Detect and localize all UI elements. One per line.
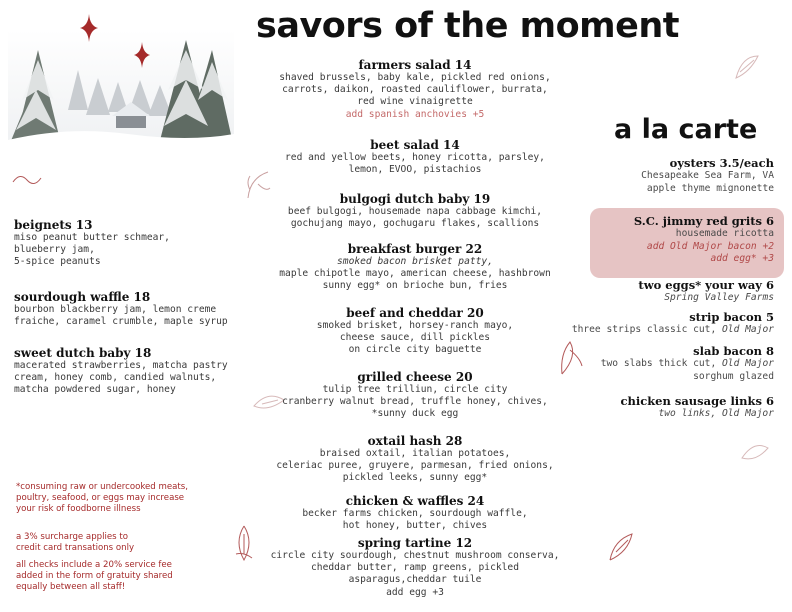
item-desc: asparagus,cheddar tuile — [348, 574, 482, 586]
winter-scene-image — [8, 30, 234, 152]
item-desc: circle city sourdough, chestnut mushroom conserva, — [270, 550, 560, 561]
menu-item-bulgogi-dutch-baby — [258, 192, 572, 230]
menu-item-farmers-salad — [258, 58, 572, 121]
menu-item-two-eggs — [638, 278, 774, 305]
item-desc: tulip tree trilliun, circle city — [322, 384, 508, 395]
snowy-forest-illustration — [8, 30, 234, 152]
item-desc: cheddar butter, ramp greens, pickled — [311, 562, 519, 574]
note-line: a 3% surcharge applies to — [16, 532, 128, 542]
item-desc: carrots, daikon, roasted cauliflower, burrata, — [282, 84, 548, 96]
item-name: slab bacon 8 — [693, 344, 774, 358]
item-desc: smoked brisket, horsey-ranch mayo, — [316, 320, 514, 331]
item-desc-source: Old Major — [722, 324, 774, 335]
item-desc: cranberry walnut bread, truffle honey, chives, — [282, 396, 548, 408]
item-name: strip bacon 5 — [689, 310, 774, 324]
item-desc: two links, Old Major — [658, 408, 774, 419]
surcharge-note — [16, 532, 246, 554]
item-name: breakfast burger 22 — [347, 242, 483, 256]
menu-title: savors of the moment — [256, 6, 679, 46]
menu-item-breakfast-burger — [258, 242, 572, 293]
leaf-icon — [740, 440, 770, 462]
note-line: poultry, seafood, or eggs may increase — [16, 493, 185, 503]
item-addon: add egg* +3 — [710, 253, 774, 264]
leaf-icon — [732, 52, 762, 82]
item-desc: apple thyme mignonette — [646, 182, 774, 194]
item-name: oysters 3.5/each — [669, 156, 774, 170]
item-desc: celeriac puree, gruyere, parmesan, fried onions, — [276, 460, 554, 472]
item-desc: cream, honey comb, candied walnuts, — [14, 372, 217, 384]
item-name: oxtail hash 28 — [367, 434, 463, 448]
item-desc: bourbon blackberry jam, lemon creme — [14, 304, 217, 315]
item-desc — [572, 324, 774, 337]
item-desc: macerated strawberries, matcha pastry — [14, 360, 228, 371]
item-desc-source: Old Major — [722, 358, 774, 369]
item-name: grilled cheese 20 — [357, 370, 473, 384]
item-name: S.C. jimmy red grits 6 — [633, 214, 774, 228]
item-name: spring tartine 12 — [357, 536, 473, 550]
item-name: chicken sausage links 6 — [620, 394, 774, 408]
menu-item-beet-salad — [258, 138, 572, 176]
service-fee-note — [16, 560, 246, 593]
menu-item-spring-tartine — [258, 536, 572, 599]
item-desc: add egg +3 — [386, 586, 444, 598]
item-desc: pickled leeks, sunny egg* — [342, 472, 488, 484]
item-name: farmers salad 14 — [358, 58, 472, 72]
section-heading-a-la-carte: a la carte — [614, 114, 758, 145]
item-desc: sorghum glazed — [693, 370, 774, 382]
menu-item-oxtail-hash — [258, 434, 572, 485]
item-desc: matcha powdered sugar, honey — [14, 384, 176, 396]
note-line: *consuming raw or undercooked meats, — [16, 482, 188, 492]
menu-item-beignets — [14, 218, 254, 269]
item-desc: sunny egg* on brioche bun, fries — [322, 280, 508, 292]
menu-item-grilled-cheese — [258, 370, 572, 421]
item-desc: blueberry jam, — [14, 244, 95, 256]
item-name: beet salad 14 — [370, 138, 460, 152]
item-desc — [601, 358, 774, 371]
sparkle-icon — [134, 42, 150, 68]
item-desc: hot honey, butter, chives — [342, 520, 488, 532]
item-desc: Chesapeake Sea Farm, VA — [641, 170, 774, 181]
item-desc: cheese sauce, dill pickles — [339, 332, 491, 344]
menu-item-beef-and-cheddar — [258, 306, 572, 357]
item-desc: lemon, EVOO, pistachios — [348, 164, 482, 176]
item-desc-text: two slabs thick cut, — [600, 358, 723, 369]
menu-item-chicken-and-waffles — [258, 494, 572, 532]
item-name: sourdough waffle 18 — [14, 290, 151, 304]
item-desc: beef bulgogi, housemade napa cabbage kimchi, — [287, 206, 543, 217]
item-addon: add Old Major bacon +2 — [646, 240, 774, 252]
item-desc: maple chipotle mayo, american cheese, hashbrown — [279, 268, 551, 280]
menu-item-chicken-sausage-links — [620, 394, 774, 421]
item-desc: smoked bacon brisket patty, — [337, 256, 493, 267]
menu-item-sourdough-waffle — [14, 290, 254, 328]
item-desc-text: three strips classic cut, — [571, 324, 723, 335]
menu-item-slab-bacon — [601, 344, 774, 383]
raw-food-warning — [16, 482, 246, 515]
item-desc: becker farms chicken, sourdough waffle, — [302, 508, 528, 519]
note-line: credit card transations only — [16, 543, 135, 553]
item-desc: shaved brussels, baby kale, pickled red onions, — [279, 72, 551, 83]
note-line: equally between all staff! — [16, 582, 126, 592]
item-desc: 5-spice peanuts — [14, 256, 101, 268]
item-desc: gochujang mayo, gochugaru flakes, scallions — [290, 218, 540, 230]
item-desc: braised oxtail, italian potatoes, — [319, 448, 511, 459]
leaf-icon — [606, 530, 636, 562]
item-desc: red wine vinaigrette — [357, 96, 473, 108]
item-name: chicken & waffles 24 — [345, 494, 485, 508]
menu-item-oysters — [641, 156, 774, 195]
item-name: two eggs* your way 6 — [638, 278, 774, 292]
item-desc: fraiche, caramel crumble, maple syrup — [14, 316, 228, 328]
item-desc: *sunny duck egg — [371, 408, 459, 420]
item-name: sweet dutch baby 18 — [14, 346, 152, 360]
menu-item-jimmy-red-grits — [634, 214, 774, 266]
item-name: bulgogi dutch baby 19 — [339, 192, 491, 206]
item-addon: add spanish anchovies +5 — [345, 108, 485, 120]
item-desc: miso peanut butter schmear, — [14, 232, 170, 243]
menu-item-strip-bacon — [572, 310, 774, 337]
item-desc: Spring Valley Farms — [664, 292, 774, 303]
note-line: your risk of foodborne illness — [16, 504, 141, 514]
note-line: added in the form of gratuity shared — [16, 571, 173, 581]
item-desc: housemade ricotta — [675, 228, 774, 239]
item-name: beef and cheddar 20 — [346, 306, 484, 320]
item-desc: red and yellow beets, honey ricotta, parsley, — [285, 152, 545, 163]
sparkle-icon — [80, 14, 98, 42]
note-line: all checks include a 20% service fee — [16, 560, 172, 570]
squiggle-icon — [12, 172, 42, 188]
item-desc: on circle city baguette — [348, 344, 482, 356]
menu-item-sweet-dutch-baby — [14, 346, 254, 397]
item-name: beignets 13 — [14, 218, 93, 232]
